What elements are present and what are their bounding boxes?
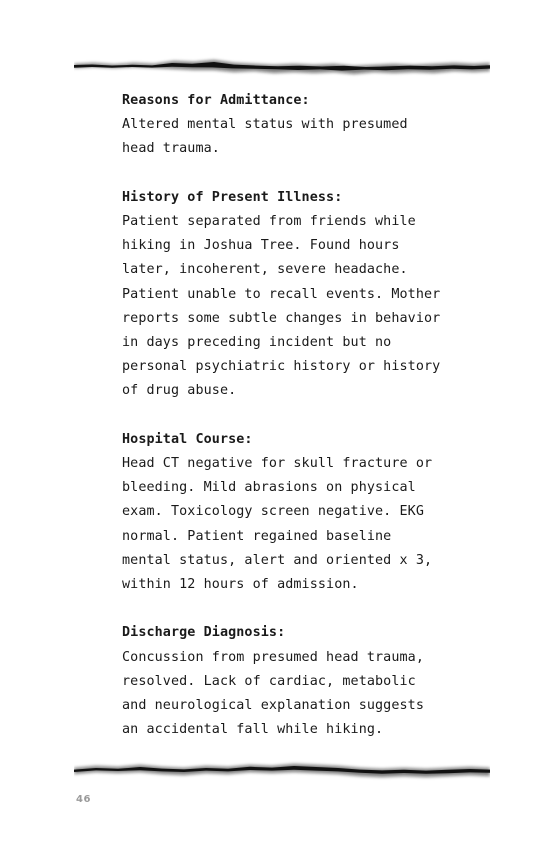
text-line: Patient separated from friends while — [122, 214, 416, 229]
page-number: 46 — [76, 794, 91, 805]
medical-record-text — [122, 89, 462, 767]
text-line: later, incoherent, severe headache. — [122, 262, 408, 278]
torn-paper-edge-bottom — [74, 756, 490, 782]
text-line: resolved. Lack of cardiac, metabolic — [122, 673, 416, 689]
text-line: Patient unable to recall events. Mother — [122, 286, 441, 302]
text-line: bleeding. Mild abrasions on physical — [122, 480, 416, 496]
text-line: of drug abuse. — [122, 383, 237, 399]
text-line: hiking in Joshua Tree. Found hours — [122, 238, 400, 254]
text-line: exam. Toxicology screen negative. EKG — [122, 504, 424, 520]
text-line: Altered mental status with presumed — [122, 117, 408, 133]
section-heading: Discharge Diagnosis: — [122, 625, 286, 641]
text-line: in days preceding incident but no — [122, 335, 392, 351]
text-line: reports some subtle changes in behavior — [122, 310, 441, 326]
section-discharge-diagnosis — [122, 621, 462, 742]
text-line: head trauma. — [122, 141, 220, 157]
text-line: personal psychiatric history or history — [122, 359, 441, 375]
text-line: Concussion from presumed head trauma, — [122, 649, 424, 665]
section-heading: Hospital Course: — [122, 431, 253, 447]
text-line: within 12 hours of admission. — [122, 577, 359, 593]
text-line: and neurological explanation suggests — [122, 698, 424, 714]
section-reasons-for-admittance — [122, 89, 462, 162]
section-heading: History of Present Illness: — [122, 189, 343, 205]
text-line: mental status, alert and oriented x 3, — [122, 552, 433, 568]
section-hospital-course — [122, 428, 462, 597]
section-heading: Reasons for Admittance: — [122, 93, 310, 108]
torn-paper-edge-top — [74, 52, 490, 78]
text-line: normal. Patient regained baseline — [122, 528, 392, 544]
text-line: Head CT negative for skull fracture or — [122, 456, 433, 472]
text-line: an accidental fall while hiking. — [122, 722, 384, 738]
section-history-of-present-illness — [122, 186, 462, 404]
